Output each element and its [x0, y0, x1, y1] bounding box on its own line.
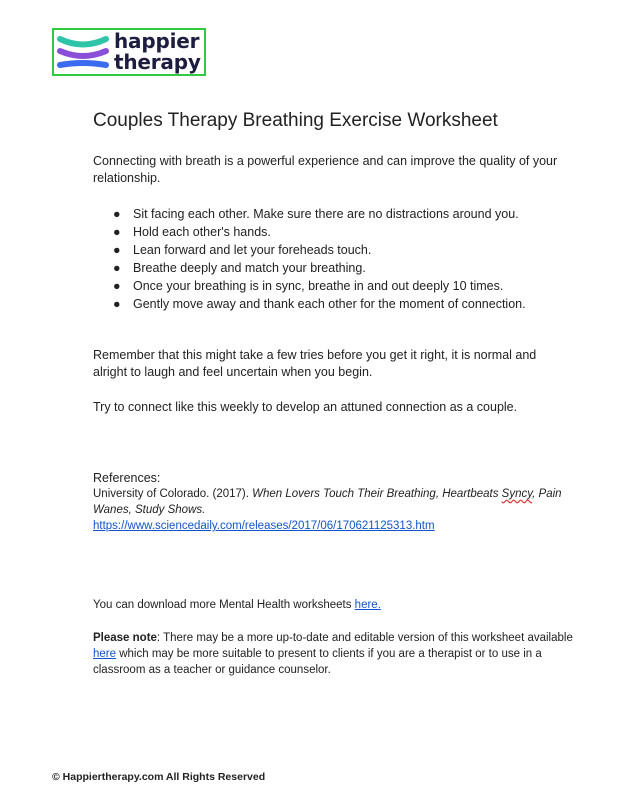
brand-logo	[52, 28, 206, 76]
footer-copyright: © Happiertherapy.com All Rights Reserved	[52, 771, 266, 783]
bullet-icon: ●	[113, 261, 121, 275]
note-text-b: which may be more suitable to present to clients if you are a therapist or to use in a classroom as a teacher or guidance counselor.	[93, 648, 542, 676]
intro-paragraph: Connecting with breath is a powerful experience and can improve the quality of your relationship.	[93, 154, 558, 185]
list-item	[93, 259, 526, 277]
references-heading: References:	[93, 471, 161, 485]
note-label: Please note	[93, 632, 157, 644]
bullet-icon: ●	[113, 207, 121, 221]
note-text-a: : There may be a more up-to-date and editable version of this worksheet available	[156, 632, 573, 644]
reference-citation	[93, 486, 573, 518]
step-text: Gently move away and thank each other for the moment of connection.	[133, 297, 526, 311]
reference-title-c: , Pain Wanes, Study Shows.	[93, 488, 562, 516]
download-text: You can download more Mental Health worksheets	[93, 599, 355, 611]
list-item	[93, 277, 526, 295]
reference-title-b: Syncy	[501, 488, 533, 500]
step-text: Lean forward and let your foreheads touch.	[133, 243, 372, 257]
remember-paragraph: Remember that this might take a few tries before you get it right, it is normal and alright to laugh and feel uncertain when you begin.	[93, 348, 537, 379]
step-text: Hold each other's hands.	[133, 225, 271, 239]
download-here-link[interactable]: here.	[354, 599, 381, 611]
bullet-icon: ●	[113, 243, 121, 257]
download-paragraph	[93, 597, 573, 614]
bullet-icon: ●	[113, 225, 121, 239]
list-item	[93, 223, 526, 241]
step-text: Once your breathing is in sync, breathe in and out deeply 10 times.	[133, 279, 504, 293]
logo-line-2: therapy	[114, 50, 201, 74]
page-title: Couples Therapy Breathing Exercise Worksheet	[93, 110, 498, 131]
bullet-icon: ●	[113, 297, 121, 311]
step-text: Breathe deeply and match your breathing.	[133, 261, 366, 275]
list-item	[93, 205, 526, 223]
step-text: Sit facing each other. Make sure there are no distractions around you.	[133, 207, 519, 221]
list-item	[93, 295, 526, 313]
logo-stripes-icon	[57, 34, 109, 72]
reference-url-link[interactable]: https://www.sciencedaily.com/releases/2017/06/170621125313.htm	[93, 520, 435, 532]
logo-line-1: happier	[114, 29, 200, 53]
logo-wordmark	[114, 31, 201, 73]
reference-title-a: When Lovers Touch Their Breathing, Heartbeats	[252, 488, 502, 500]
list-item	[93, 241, 526, 259]
bullet-icon: ●	[113, 279, 121, 293]
references-section	[93, 470, 573, 534]
try-paragraph: Try to connect like this weekly to develop an attuned connection as a couple.	[93, 400, 518, 414]
note-paragraph	[93, 630, 573, 678]
reference-author: University of Colorado. (2017).	[93, 488, 253, 500]
reference-url-row	[93, 518, 573, 534]
steps-list	[93, 205, 526, 313]
note-here-link[interactable]: here	[93, 648, 117, 660]
